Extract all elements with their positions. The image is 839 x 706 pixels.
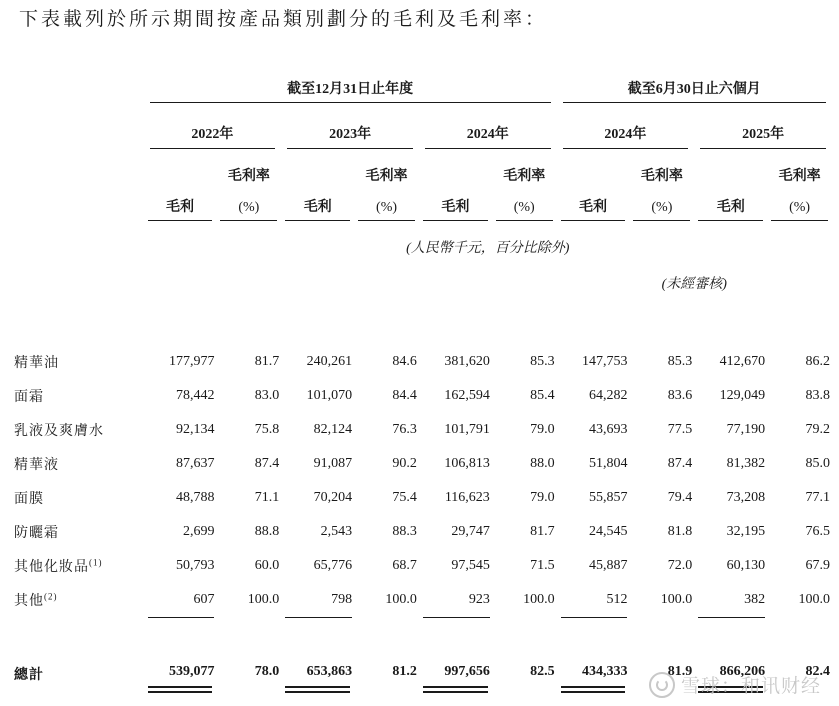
margin-value: 84.4: [392, 388, 417, 403]
margin-percent-label: (%): [651, 200, 673, 215]
margin-value: 87.4: [667, 456, 693, 471]
margin-percent-label: (%): [238, 200, 260, 215]
gross-profit-label: 毛利: [716, 200, 745, 215]
row-label-text: 精華油: [14, 356, 59, 371]
margin-label: 毛利率: [778, 169, 821, 184]
double-rule: [285, 686, 350, 693]
gross-profit-value: 73,208: [726, 490, 766, 505]
margin-header-pct: [216, 189, 281, 221]
year-label: 2023年: [329, 127, 372, 142]
blank-cell: [14, 103, 144, 149]
gross-profit-header: [557, 189, 630, 221]
margin-header-top: [354, 149, 419, 189]
gross-profit-value: 70,204: [313, 490, 353, 505]
margin-label: 毛利率: [365, 169, 408, 184]
gross-profit-value: 147,753: [581, 354, 628, 369]
gross-profit-value: 177,977: [168, 354, 215, 369]
blank-cell: [557, 149, 630, 189]
margin-value: 85.4: [530, 388, 555, 403]
total-value-text: 81.9: [667, 664, 693, 679]
gross-profit-label: 毛利: [303, 200, 332, 215]
blank-cell: [14, 78, 144, 103]
gross-profit-value: 24,545: [588, 524, 628, 539]
gross-profit-value: 2,699: [182, 524, 215, 539]
margin-value: 76.5: [805, 524, 830, 539]
row-label-text: 其他化妝品: [14, 560, 89, 575]
margin-header-top: [216, 149, 281, 189]
margin-percent-label: (%): [376, 200, 398, 215]
margin-header-pct: [629, 189, 694, 221]
gross-profit-header: [694, 189, 767, 221]
margin-value: 79.4: [667, 490, 693, 505]
row-label-text: 面霜: [14, 390, 44, 405]
gross-profit-header: [419, 189, 492, 221]
margin-value: 81.7: [254, 354, 280, 369]
gross-profit-header: [281, 189, 354, 221]
total-value-text: 82.4: [805, 664, 830, 679]
margin-value: 83.0: [254, 388, 280, 403]
gross-profit-value: 81,382: [726, 456, 766, 471]
margin-value: 84.6: [392, 354, 417, 369]
margin-value: 67.9: [805, 558, 830, 573]
margin-value: 87.4: [254, 456, 280, 471]
blank-cell: [419, 149, 492, 189]
blank-cell: [281, 149, 354, 189]
table-row: [14, 549, 832, 583]
year-header-3: [557, 103, 695, 149]
margin-value: 83.6: [667, 388, 693, 403]
row-label: [14, 413, 144, 447]
gross-profit-value: 91,087: [313, 456, 353, 471]
row-label: [14, 481, 144, 515]
margin-value: 68.7: [392, 558, 417, 573]
gross-profit-value: 32,195: [726, 524, 766, 539]
margin-label: 毛利率: [227, 169, 270, 184]
margin-value: 100.0: [798, 592, 830, 607]
margin-value: 81.8: [667, 524, 693, 539]
margin-value: 81.7: [530, 524, 555, 539]
total-value-text: 997,656: [444, 664, 490, 679]
margin-value: 60.0: [254, 558, 280, 573]
margin-value: 79.0: [530, 422, 555, 437]
year-label: 2022年: [191, 127, 234, 142]
gross-profit-value: 55,857: [588, 490, 628, 505]
blank-cell: [14, 189, 144, 221]
row-label-text: 精華液: [14, 458, 59, 473]
total-value-text: 866,206: [719, 664, 766, 679]
margin-value: 76.3: [392, 422, 417, 437]
gross-profit-value: 82,124: [313, 422, 353, 437]
period-full-year-label: 截至12月31日止年度: [287, 82, 414, 97]
row-label-text: 其他: [14, 594, 44, 609]
year-label: 2025年: [742, 127, 785, 142]
year-header-0: [144, 103, 282, 149]
gross-profit-header: [144, 189, 217, 221]
total-gross-profit-value: [281, 664, 354, 693]
blank-cell: [144, 149, 217, 189]
gross-profit-value: 798: [331, 592, 353, 607]
margin-value: 75.4: [392, 490, 417, 505]
margin-percent-label: (%): [789, 200, 811, 215]
gross-profit-value: 29,747: [451, 524, 490, 539]
year-label: 2024年: [604, 127, 647, 142]
margin-header-pct: [767, 189, 832, 221]
watermark: [649, 671, 821, 698]
margin-value: 83.8: [805, 388, 830, 403]
margin-header-pct: [492, 189, 557, 221]
margin-value: 72.0: [667, 558, 693, 573]
margin-label: 毛利率: [640, 169, 683, 184]
table-row: [14, 379, 832, 413]
margin-value: 88.8: [254, 524, 280, 539]
gross-profit-value: 50,793: [175, 558, 215, 573]
snowball-icon: [649, 672, 675, 698]
gross-profit-value: 512: [606, 592, 628, 607]
margin-header-top: [767, 149, 832, 189]
spacer: [14, 293, 832, 345]
table-row: [14, 345, 832, 379]
margin-header-top: [629, 149, 694, 189]
gross-profit-value: 60,130: [726, 558, 766, 573]
row-label: [14, 379, 144, 413]
row-label: [14, 345, 144, 379]
gross-profit-value: 412,670: [719, 354, 766, 369]
margin-value: 85.3: [530, 354, 555, 369]
year-header-1: [281, 103, 419, 149]
margin-label: 毛利率: [503, 169, 546, 184]
table-row: [14, 583, 832, 617]
unaudited-note-cell: [557, 257, 832, 293]
total-value-text: 78.0: [254, 664, 280, 679]
gross-profit-value: 240,261: [306, 354, 353, 369]
gross-profit-table: [14, 78, 832, 693]
gross-profit-value: 97,545: [451, 558, 490, 573]
double-rule: [561, 686, 626, 693]
footnote-marker: (2): [44, 591, 58, 602]
margin-value: 90.2: [392, 456, 417, 471]
margin-value: 100.0: [660, 592, 693, 607]
total-value-text: 82.5: [530, 664, 555, 679]
margin-percent-label: (%): [513, 200, 535, 215]
total-label: 總計: [14, 668, 44, 683]
row-label: [14, 583, 144, 617]
gross-profit-value: 65,776: [313, 558, 353, 573]
gross-profit-value: 923: [468, 592, 490, 607]
total-margin-value: [492, 664, 557, 693]
table-row: [14, 515, 832, 549]
gross-profit-value: 45,887: [588, 558, 628, 573]
gross-profit-label: 毛利: [441, 200, 470, 215]
margin-value: 79.0: [530, 490, 555, 505]
gross-profit-value: 382: [744, 592, 766, 607]
margin-value: 77.5: [667, 422, 693, 437]
margin-value: 77.1: [805, 490, 830, 505]
gross-profit-value: 2,543: [320, 524, 353, 539]
margin-value: 79.2: [805, 422, 830, 437]
blank-cell: [14, 221, 144, 257]
period-six-months: [557, 78, 832, 103]
table-row: [14, 481, 832, 515]
margin-value: 71.5: [530, 558, 555, 573]
total-gross-profit-value: [419, 664, 492, 693]
year-header-2: [419, 103, 557, 149]
row-label-text: 防曬霜: [14, 526, 59, 541]
total-gross-profit-value: [144, 664, 217, 693]
total-value-text: 81.2: [392, 664, 417, 679]
gross-profit-value: 129,049: [719, 388, 766, 403]
gross-profit-value: 48,788: [175, 490, 215, 505]
gross-profit-value: 92,134: [175, 422, 215, 437]
blank-cell: [14, 257, 144, 293]
gross-profit-value: 101,070: [306, 388, 353, 403]
gross-profit-value: 43,693: [588, 422, 628, 437]
margin-value: 88.0: [530, 456, 555, 471]
unit-note: (人民幣千元，百分比除外): [406, 241, 570, 256]
gross-profit-value: 87,637: [175, 456, 215, 471]
row-label: [14, 447, 144, 481]
double-rule: [423, 686, 488, 693]
gross-profit-value: 106,813: [444, 456, 490, 471]
spacer: [14, 618, 832, 664]
year-label: 2024年: [466, 127, 509, 142]
total-margin-value: [216, 664, 281, 693]
gross-profit-value: 78,442: [175, 388, 215, 403]
total-value-text: 539,077: [168, 664, 215, 679]
gross-profit-value: 101,791: [444, 422, 490, 437]
gross-profit-value: 51,804: [588, 456, 628, 471]
margin-value: 86.2: [805, 354, 830, 369]
gross-profit-value: 162,594: [444, 388, 490, 403]
total-value-text: 434,333: [581, 664, 628, 679]
period-full-year: [144, 78, 557, 103]
watermark-text: 雪球：和讯财经: [680, 675, 821, 697]
margin-value: 100.0: [523, 592, 555, 607]
blank-cell: [694, 149, 767, 189]
gross-profit-value: 64,282: [588, 388, 628, 403]
row-label-text: 乳液及爽膚水: [14, 424, 104, 439]
margin-value: 85.0: [805, 456, 830, 471]
footnote-marker: (1): [89, 557, 103, 568]
double-rule: [148, 686, 213, 693]
gross-profit-value: 116,623: [444, 490, 490, 505]
period-six-months-label: 截至6月30日止六個月: [627, 82, 761, 97]
margin-value: 75.8: [254, 422, 280, 437]
margin-value: 100.0: [247, 592, 280, 607]
margin-value: 71.1: [254, 490, 280, 505]
total-margin-value: [354, 664, 419, 693]
row-label-text: 面膜: [14, 492, 44, 507]
table-row: [14, 447, 832, 481]
gross-profit-label: 毛利: [166, 200, 195, 215]
gross-profit-value: 607: [193, 592, 215, 607]
blank-cell: [14, 149, 144, 189]
row-label: [14, 515, 144, 549]
row-label: [14, 549, 144, 583]
intro-text: 下表載列於所示期間按產品類別劃分的毛利及毛利率：: [19, 8, 548, 30]
gross-profit-value: 77,190: [726, 422, 766, 437]
blank-cell: [144, 257, 557, 293]
margin-value: 85.3: [667, 354, 693, 369]
unit-note-cell: [144, 221, 832, 257]
margin-value: 100.0: [385, 592, 417, 607]
total-gross-profit-value: [557, 664, 630, 693]
table-row: [14, 413, 832, 447]
margin-header-pct: [354, 189, 419, 221]
margin-header-top: [492, 149, 557, 189]
unaudited-note: (未經審核): [661, 277, 727, 292]
margin-value: 88.3: [392, 524, 417, 539]
total-value-text: 653,863: [306, 664, 353, 679]
gross-profit-value: 381,620: [444, 354, 490, 369]
gross-profit-label: 毛利: [579, 200, 608, 215]
year-header-4: [694, 103, 832, 149]
